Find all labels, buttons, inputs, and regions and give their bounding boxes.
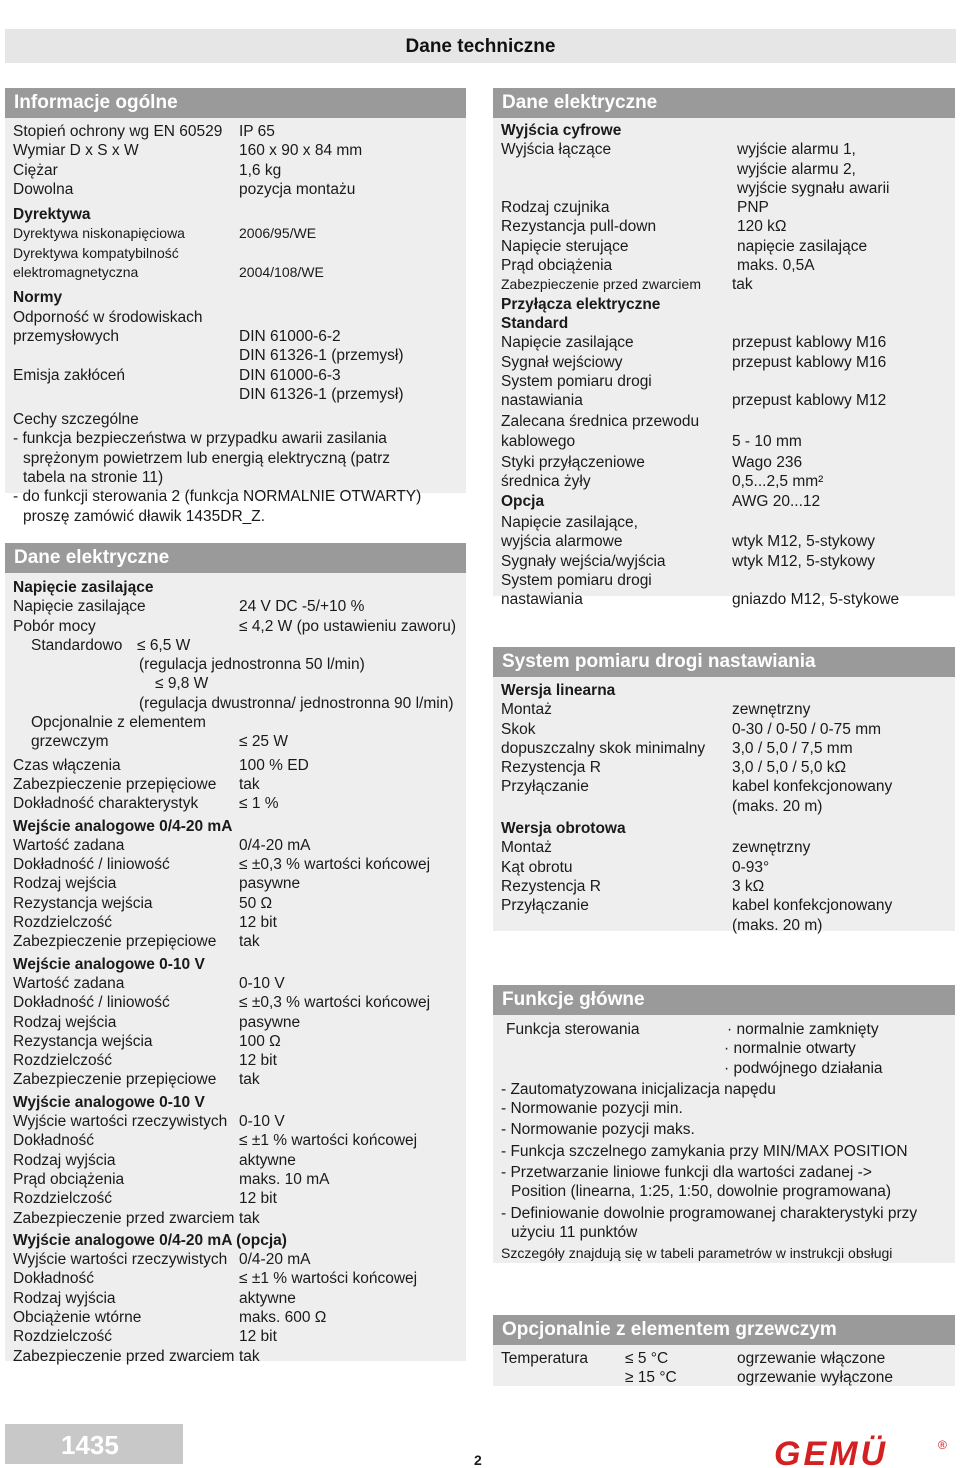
aout2-row bbox=[13, 1308, 458, 1327]
directive-title: Dyrektywa bbox=[13, 206, 91, 224]
connections-title: Przyłącza elektryczne bbox=[501, 295, 661, 313]
directive-row bbox=[13, 244, 458, 263]
electrical-right-panel bbox=[493, 88, 955, 609]
ain2-value: 0-10 V bbox=[239, 974, 285, 992]
standard-row bbox=[13, 636, 458, 655]
opt1-label-1: Napięcie zasilające, bbox=[501, 513, 638, 531]
ain2-row bbox=[13, 993, 458, 1012]
heater-panel bbox=[493, 1315, 955, 1386]
aout2-value: tak bbox=[239, 1347, 260, 1365]
control-row bbox=[501, 1020, 947, 1039]
digital-value: napięcie zasilające bbox=[737, 237, 868, 255]
ain1-label: Rodzaj wejścia bbox=[13, 875, 117, 893]
linear-value: 3,0 / 5,0 / 7,5 mm bbox=[732, 739, 853, 757]
switch-label: Wyjścia łączące bbox=[501, 141, 612, 159]
wire-row bbox=[501, 472, 947, 491]
aout2-value: maks. 600 Ω bbox=[239, 1308, 327, 1326]
aout2-title: Wyjście analogowe 0/4-20 mA (opcja) bbox=[13, 1231, 287, 1249]
general-info-row bbox=[13, 161, 458, 180]
duty-value: 100 % ED bbox=[239, 756, 309, 774]
pos-row bbox=[501, 391, 947, 410]
opt1-value: wtyk M12, 5-stykowy bbox=[732, 533, 875, 551]
function-item-1: - Zautomatyzowana inicjalizacja napędu bbox=[501, 1080, 776, 1098]
norms-row bbox=[13, 346, 458, 365]
ain1-label: Zabezpieczenie przepięciowe bbox=[13, 933, 217, 951]
aout1-label: Wyjście wartości rzeczywistych bbox=[13, 1113, 228, 1131]
heater-state-1: ogrzewanie włączone bbox=[737, 1350, 886, 1367]
standard-conn-row bbox=[501, 333, 947, 352]
linear-label: Rezystencja R bbox=[501, 759, 601, 777]
norms-label: przemysłowych bbox=[13, 327, 119, 345]
electrical-left-body bbox=[5, 573, 466, 1366]
ain1-label: Dokładność / liniowość bbox=[13, 856, 170, 874]
rotary-label: Kąt obrotu bbox=[501, 858, 573, 876]
heater-body bbox=[493, 1345, 955, 1388]
control-label: Funkcja sterowania bbox=[506, 1021, 640, 1038]
digital-label: Napięcie sterujące bbox=[501, 237, 629, 255]
linear-row bbox=[501, 758, 947, 777]
duty-label: Zabezpieczenie przepięciowe bbox=[13, 775, 217, 793]
rotary-value: zewnętrzny bbox=[732, 839, 811, 857]
aout2-label: Wyjście wartości rzeczywistych bbox=[13, 1251, 228, 1269]
aout2-value: ≤ ±1 % wartości końcowej bbox=[239, 1270, 418, 1288]
short-circuit-label: Zabezpieczenie przed zwarciem bbox=[501, 276, 701, 293]
ain2-value: pasywne bbox=[239, 1013, 301, 1031]
digital-title: Wyjścia cyfrowe bbox=[501, 122, 622, 139]
special-line-2: sprężonym powietrzem lub energią elektryczną (patrz bbox=[23, 449, 390, 467]
rotary-conn-value-2: (maks. 20 m) bbox=[732, 916, 823, 934]
duty-row bbox=[13, 756, 458, 775]
functions-header: Funkcje główne bbox=[493, 985, 955, 1015]
heater-label: Temperatura bbox=[501, 1350, 589, 1367]
supply-label: Pobór mocy bbox=[13, 617, 96, 635]
aout2-label: Dokładność bbox=[13, 1270, 94, 1288]
linear-label: Skok bbox=[501, 720, 536, 738]
special-features-title: Cechy szczególne bbox=[13, 411, 139, 429]
function-item-5: - Przetwarzanie liniowe funkcji dla wartości zadanej -> bbox=[501, 1164, 872, 1182]
functions-body bbox=[493, 1015, 955, 1264]
general-info-row bbox=[13, 122, 458, 141]
electrical-right-body bbox=[493, 118, 955, 609]
norms-row bbox=[13, 385, 458, 404]
directive-row bbox=[13, 224, 458, 243]
norms-label: Odporność w środowiskach bbox=[13, 308, 203, 326]
digital-row bbox=[501, 237, 947, 256]
standard-value-2: (regulacja jednostronna 50 l/min) bbox=[139, 656, 365, 674]
aout1-label: Dokładność bbox=[13, 1132, 94, 1150]
norms-label: Emisja zakłóceń bbox=[13, 366, 125, 384]
norms-value: DIN 61326-1 (przemysł) bbox=[239, 385, 404, 403]
function-item-6: Position (linearna, 1:25, 1:50, dowolnie programowana) bbox=[511, 1183, 891, 1201]
ain1-title: Wejście analogowe 0/4-20 mA bbox=[13, 817, 233, 835]
digital-value: 120 kΩ bbox=[737, 218, 787, 236]
standard-label: Standardowo bbox=[31, 636, 123, 654]
directive-label: elektromagnetyczna bbox=[13, 264, 139, 281]
aout1-title: Wyjście analogowe 0-10 V bbox=[13, 1093, 205, 1111]
rotary-conn-value-1: kabel konfekcjonowany bbox=[732, 897, 893, 915]
general-info-row bbox=[13, 180, 458, 199]
ain1-row bbox=[13, 932, 458, 951]
supply-title: Napięcie zasilające bbox=[13, 579, 154, 596]
ain2-value: tak bbox=[239, 1071, 260, 1089]
general-info-label: Dowolna bbox=[13, 180, 74, 198]
standard-value-4: (regulacja dwustronna/ jednostronna 90 l/min) bbox=[139, 694, 454, 712]
opt3-value: gniazdo M12, 5-stykowe bbox=[732, 591, 900, 609]
ain1-value: tak bbox=[239, 933, 260, 951]
general-info-row bbox=[13, 141, 458, 160]
linear-value: 0-30 / 0-50 / 0-75 mm bbox=[732, 720, 882, 738]
aout1-row bbox=[13, 1209, 458, 1228]
ain2-row bbox=[13, 1032, 458, 1051]
general-info-value: pozycja montażu bbox=[239, 180, 356, 198]
optional-heater-label-2: grzewczym bbox=[31, 733, 109, 751]
ain1-value: ≤ ±0,3 % wartości końcowej bbox=[239, 856, 431, 874]
rotary-conn-row bbox=[501, 896, 947, 915]
aout1-row bbox=[13, 1189, 458, 1208]
term-value: Wago 236 bbox=[732, 454, 803, 472]
rotary-row bbox=[501, 877, 947, 896]
linear-conn-value-1: kabel konfekcjonowany bbox=[732, 778, 893, 796]
aout1-value: tak bbox=[239, 1209, 260, 1227]
supply-label: Napięcie zasilające bbox=[13, 598, 146, 616]
ain1-row bbox=[13, 874, 458, 893]
ain2-label: Rezystancja wejścia bbox=[13, 1032, 153, 1050]
short-circuit-value: tak bbox=[732, 276, 753, 294]
standard-value-1: ≤ 6,5 W bbox=[137, 636, 191, 654]
duty-value: tak bbox=[239, 775, 260, 793]
digital-row bbox=[501, 256, 947, 275]
linear-row bbox=[501, 700, 947, 719]
ain1-value: 12 bit bbox=[239, 914, 277, 932]
rotary-label: Rezystencja R bbox=[501, 877, 601, 895]
ain1-label: Rozdzielczość bbox=[13, 914, 113, 932]
functions-panel bbox=[493, 985, 955, 1263]
aout2-label: Zabezpieczenie przed zwarciem bbox=[13, 1347, 235, 1365]
aout2-label: Rodzaj wyjścia bbox=[13, 1289, 116, 1307]
standard-conn-label: Napięcie zasilające bbox=[501, 334, 634, 352]
optional-heater-label-1: Opcjonalnie z elementem bbox=[31, 714, 206, 732]
duty-row bbox=[13, 775, 458, 794]
linear-conn-row bbox=[501, 777, 947, 796]
ain2-row bbox=[13, 1070, 458, 1089]
linear-conn-label: Przyłączanie bbox=[501, 778, 589, 796]
special-line-1: - funkcja bezpieczeństwa w przypadku awarii zasilania bbox=[13, 430, 387, 448]
digital-label: Prąd obciążenia bbox=[501, 257, 613, 275]
general-info-value: IP 65 bbox=[239, 123, 275, 140]
directive-label: Dyrektywa kompatybilność bbox=[13, 244, 179, 261]
heater-temp-2: ≥ 15 °C bbox=[625, 1369, 677, 1387]
aout1-label: Prąd obciążenia bbox=[13, 1170, 125, 1188]
linear-value: 3,0 / 5,0 / 5,0 kΩ bbox=[732, 759, 847, 777]
wire-label: średnica żyły bbox=[501, 473, 591, 491]
heater-state-2: ogrzewanie wyłączone bbox=[737, 1369, 893, 1387]
general-info-panel bbox=[5, 88, 466, 525]
function-item-3: - Normowanie pozycji maks. bbox=[501, 1121, 695, 1139]
ain2-row bbox=[13, 1013, 458, 1032]
heater-row-1 bbox=[501, 1349, 947, 1368]
page-number: 2 bbox=[474, 1452, 482, 1468]
control-value-2: · normalnie otwarty bbox=[724, 1040, 856, 1058]
digital-value: PNP bbox=[737, 199, 769, 217]
linear-conn-value-2: (maks. 20 m) bbox=[732, 797, 823, 815]
electrical-left-panel bbox=[5, 543, 466, 1365]
supply-value: ≤ 4,2 W (po ustawieniu zaworu) bbox=[239, 617, 456, 635]
term-row bbox=[501, 453, 947, 472]
ain2-label: Wartość zadana bbox=[13, 974, 125, 992]
norms-value: DIN 61326-1 (przemysł) bbox=[239, 347, 404, 365]
function-item-8: użyciu 11 punktów bbox=[511, 1223, 638, 1241]
opt3-label-2: nastawiania bbox=[501, 591, 583, 609]
aout2-row bbox=[13, 1269, 458, 1288]
pos-value: przepust kablowy M12 bbox=[732, 392, 887, 410]
control-value-1: · normalnie zamknięty bbox=[727, 1021, 879, 1038]
ain2-label: Rozdzielczość bbox=[13, 1052, 113, 1070]
standard-conn-value: przepust kablowy M16 bbox=[732, 353, 887, 371]
wire-value: 0,5...2,5 mm² bbox=[732, 473, 824, 491]
general-info-header: Informacje ogólne bbox=[5, 88, 466, 118]
ain1-value: 0/4-20 mA bbox=[239, 836, 311, 854]
function-item-7: - Definiowanie dowolnie programowanej charakterystyki przy bbox=[501, 1204, 918, 1222]
diam-value: 5 - 10 mm bbox=[732, 432, 802, 450]
aout1-label: Rozdzielczość bbox=[13, 1190, 113, 1208]
rotary-conn-label: Przyłączanie bbox=[501, 897, 589, 915]
digital-value: maks. 0,5A bbox=[737, 257, 815, 275]
linear-label: dopuszczalny skok minimalny bbox=[501, 739, 706, 757]
standard-conn-title: Standard bbox=[501, 314, 569, 332]
duty-label: Czas włączenia bbox=[13, 756, 121, 774]
aout1-label: Zabezpieczenie przed zwarciem bbox=[13, 1209, 235, 1227]
standard-value-3: ≤ 9,8 W bbox=[155, 675, 209, 693]
pos-label-1: System pomiaru drogi bbox=[501, 372, 652, 390]
ain2-row bbox=[13, 1051, 458, 1070]
travel-header: System pomiaru drogi nastawiania bbox=[493, 647, 955, 677]
aout1-label: Rodzaj wyjścia bbox=[13, 1151, 116, 1169]
supply-row bbox=[13, 617, 458, 636]
norms-title: Normy bbox=[13, 289, 63, 307]
digital-label: Rodzaj czujnika bbox=[501, 199, 610, 217]
heater-header: Opcjonalnie z elementem grzewczym bbox=[493, 1315, 955, 1345]
switch-value-2: wyjście alarmu 2, bbox=[737, 160, 856, 178]
aout1-row bbox=[13, 1131, 458, 1150]
rotary-row bbox=[501, 858, 947, 877]
logo-registered: ® bbox=[938, 1438, 947, 1452]
aout1-value: ≤ ±1 % wartości końcowej bbox=[239, 1132, 418, 1150]
aout2-row bbox=[13, 1250, 458, 1269]
duty-label: Dokładność charakterystyk bbox=[13, 795, 199, 813]
diam-label-2: kablowego bbox=[501, 432, 576, 450]
ain2-label: Dokładność / liniowość bbox=[13, 994, 170, 1012]
travel-panel bbox=[493, 647, 955, 934]
diam-label-1: Zalecana średnica przewodu bbox=[501, 413, 700, 431]
heater-temp-1: ≤ 5 °C bbox=[625, 1350, 669, 1367]
aout2-value: 0/4-20 mA bbox=[239, 1251, 311, 1269]
ain2-value: 12 bit bbox=[239, 1052, 277, 1070]
norms-row bbox=[13, 308, 458, 327]
linear-title: Wersja linearna bbox=[501, 682, 616, 699]
linear-row bbox=[501, 720, 947, 739]
general-info-value: 160 x 90 x 84 mm bbox=[239, 142, 363, 160]
aout2-row bbox=[13, 1289, 458, 1308]
linear-label: Montaż bbox=[501, 701, 552, 719]
aout1-value: maks. 10 mA bbox=[239, 1170, 330, 1188]
gemu-logo bbox=[772, 1435, 952, 1468]
supply-row bbox=[13, 597, 458, 616]
aout2-label: Obciążenie wtórne bbox=[13, 1308, 142, 1326]
aout1-value: aktywne bbox=[239, 1151, 296, 1169]
wire-value-2: AWG 20...12 bbox=[732, 492, 821, 510]
special-line-4: - do funkcji sterowania 2 (funkcja NORMALNIE OTWARTY) bbox=[13, 488, 422, 506]
directive-label: Dyrektywa niskonapięciowa bbox=[13, 225, 185, 242]
ain1-value: pasywne bbox=[239, 875, 301, 893]
general-info-label: Stopień ochrony wg EN 60529 bbox=[13, 123, 223, 140]
norms-row bbox=[13, 366, 458, 385]
diam-row bbox=[501, 432, 947, 451]
digital-row bbox=[501, 217, 947, 236]
ain2-value: ≤ ±0,3 % wartości końcowej bbox=[239, 994, 431, 1012]
pos-label-2: nastawiania bbox=[501, 392, 583, 410]
rotary-label: Montaż bbox=[501, 839, 552, 857]
rotary-row bbox=[501, 838, 947, 857]
opt3-row bbox=[501, 590, 947, 609]
digital-label: Rezystancja pull-down bbox=[501, 218, 657, 236]
aout1-row bbox=[13, 1151, 458, 1170]
function-item-2: - Normowanie pozycji min. bbox=[501, 1100, 683, 1118]
digital-row bbox=[501, 198, 947, 217]
rotary-title: Wersja obrotowa bbox=[501, 820, 626, 838]
ain1-value: 50 Ω bbox=[239, 894, 273, 912]
norms-row bbox=[13, 327, 458, 346]
product-code: 1435 bbox=[61, 1430, 119, 1460]
aout1-value: 12 bit bbox=[239, 1190, 277, 1208]
travel-body bbox=[493, 677, 955, 935]
ain2-label: Zabezpieczenie przepięciowe bbox=[13, 1071, 217, 1089]
aout2-value: aktywne bbox=[239, 1289, 296, 1307]
ain2-row bbox=[13, 974, 458, 993]
aout2-row bbox=[13, 1327, 458, 1346]
product-code-box bbox=[5, 1424, 183, 1464]
aout2-label: Rozdzielczość bbox=[13, 1328, 113, 1346]
general-info-body bbox=[5, 118, 466, 526]
ain1-row bbox=[13, 836, 458, 855]
term-label: Styki przyłączeniowe bbox=[501, 454, 645, 472]
ain2-title: Wejście analogowe 0-10 V bbox=[13, 955, 205, 973]
standard-conn-row bbox=[501, 353, 947, 372]
opt1-label-2: wyjścia alarmowe bbox=[501, 533, 623, 551]
ain1-row bbox=[13, 913, 458, 932]
switch-row-1 bbox=[501, 140, 947, 159]
switch-value-1: wyjście alarmu 1, bbox=[737, 141, 856, 159]
function-item-4: - Funkcja szczelnego zamykania przy MIN/MAX POSITION bbox=[501, 1142, 908, 1160]
general-info-value: 1,6 kg bbox=[239, 161, 282, 179]
optional-heater-row bbox=[13, 732, 458, 751]
ain1-label: Wartość zadana bbox=[13, 836, 125, 854]
title-bar bbox=[5, 29, 956, 63]
supply-value: 24 V DC -5/+10 % bbox=[239, 598, 365, 616]
directive-row bbox=[13, 263, 458, 282]
directive-value: 2006/95/WE bbox=[239, 225, 317, 242]
duty-row bbox=[13, 794, 458, 813]
opt2-value: wtyk M12, 5-stykowy bbox=[732, 552, 875, 570]
switch-value-3: wyjście sygnału awarii bbox=[737, 179, 890, 197]
option-row bbox=[501, 492, 947, 511]
rotary-value: 3 kΩ bbox=[732, 877, 765, 895]
standard-conn-label: Sygnał wejściowy bbox=[501, 353, 623, 371]
aout1-row bbox=[13, 1170, 458, 1189]
function-note: Szczegóły znajdują się w tabeli parametrów w instrukcji obsługi bbox=[501, 1245, 893, 1262]
rotary-value: 0-93° bbox=[732, 858, 770, 876]
opt3-label-1: System pomiaru drogi bbox=[501, 571, 652, 589]
page-title: Dane techniczne bbox=[405, 36, 556, 57]
opt2-label: Sygnały wejścia/wyjścia bbox=[501, 552, 666, 570]
logo-text: GEMÜ bbox=[774, 1435, 888, 1468]
linear-value: zewnętrzny bbox=[732, 701, 811, 719]
ain2-label: Rodzaj wejścia bbox=[13, 1013, 117, 1031]
norms-value: DIN 61000-6-2 bbox=[239, 327, 341, 345]
linear-row bbox=[501, 739, 947, 758]
ain1-row bbox=[13, 855, 458, 874]
aout2-value: 12 bit bbox=[239, 1328, 277, 1346]
ain1-label: Rezystancja wejścia bbox=[13, 894, 153, 912]
directive-value: 2004/108/WE bbox=[239, 264, 324, 281]
general-info-label: Ciężar bbox=[13, 161, 58, 179]
optional-heater-value: ≤ 25 W bbox=[239, 733, 288, 751]
ain1-row bbox=[13, 894, 458, 913]
special-line-5: proszę zamówić dławik 1435DR_Z. bbox=[23, 507, 266, 525]
ain2-value: 100 Ω bbox=[239, 1032, 281, 1050]
short-circuit-row bbox=[501, 275, 947, 294]
duty-value: ≤ 1 % bbox=[239, 795, 279, 813]
opt2-row bbox=[501, 552, 947, 571]
special-line-3: tabela na stronie 11) bbox=[23, 469, 164, 487]
option-title: Opcja bbox=[501, 492, 545, 510]
heater-row-2 bbox=[501, 1368, 947, 1387]
opt1-row bbox=[501, 532, 947, 551]
standard-conn-value: przepust kablowy M16 bbox=[732, 334, 887, 352]
aout2-row bbox=[13, 1347, 458, 1366]
electrical-right-header: Dane elektryczne bbox=[493, 88, 955, 118]
general-info-label: Wymiar D x S x W bbox=[13, 142, 139, 160]
aout1-row bbox=[13, 1112, 458, 1131]
aout1-value: 0-10 V bbox=[239, 1113, 285, 1131]
control-value-3: · podwójnego działania bbox=[724, 1059, 883, 1077]
electrical-left-header: Dane elektryczne bbox=[5, 543, 466, 573]
norms-value: DIN 61000-6-3 bbox=[239, 366, 341, 384]
